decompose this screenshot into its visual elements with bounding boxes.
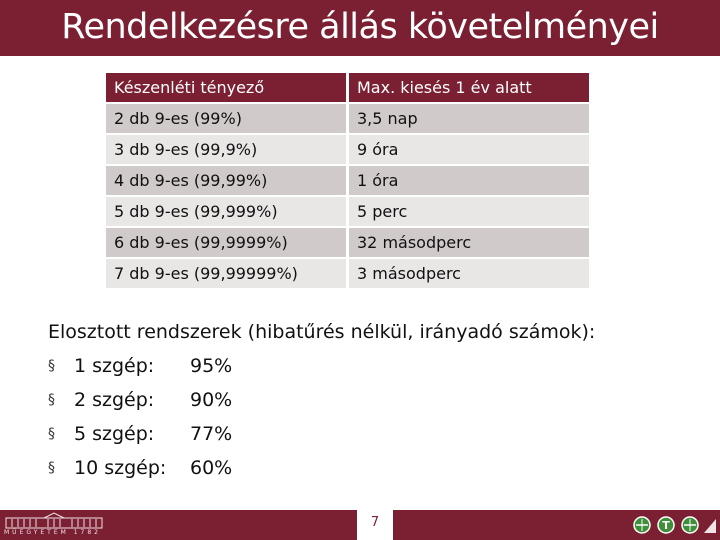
table-row xyxy=(106,135,589,166)
list-item xyxy=(48,383,595,417)
green-gear-icon xyxy=(634,517,650,533)
building-logo-icon xyxy=(4,512,104,530)
table-cell: 6 db 9-es (99,9999%) xyxy=(106,228,346,259)
list-item-label: 2 szgép: xyxy=(74,389,155,411)
bullet-icon: § xyxy=(48,392,55,408)
table-cell: 3 másodperc xyxy=(346,259,589,290)
list-item xyxy=(48,417,595,451)
list-item-label: 10 szgép: xyxy=(74,457,167,479)
slide-title: Rendelkezésre állás követelményei xyxy=(61,7,659,47)
list-item-label: 5 szgép: xyxy=(74,423,155,445)
page-number: 7 xyxy=(370,515,380,530)
footer-icons xyxy=(632,513,718,537)
list-item xyxy=(48,451,595,485)
list-item-value: 95% xyxy=(190,355,233,377)
table-cell: 3,5 nap xyxy=(346,104,589,135)
table-row xyxy=(106,166,589,197)
green-gear-icon xyxy=(682,517,698,533)
table-cell: 3 db 9-es (99,9%) xyxy=(106,135,346,166)
table-row xyxy=(106,197,589,228)
table-cell: 1 óra xyxy=(346,166,589,197)
bullet-icon: § xyxy=(48,358,55,374)
table-row xyxy=(106,104,589,135)
table-cell: 5 perc xyxy=(346,197,589,228)
availability-table xyxy=(106,73,589,290)
distributed-systems-section xyxy=(48,315,595,485)
list-item-value: 90% xyxy=(190,389,233,411)
table-cell: 9 óra xyxy=(346,135,589,166)
list-item-label: 1 szgép: xyxy=(74,355,155,377)
t-badge-icon xyxy=(658,517,674,533)
table-header: Készenléti tényező xyxy=(106,73,346,104)
table-cell: 2 db 9-es (99%) xyxy=(106,104,346,135)
list-item-value: 77% xyxy=(190,423,233,445)
table-cell: 4 db 9-es (99,99%) xyxy=(106,166,346,197)
list-item xyxy=(48,349,595,383)
table-header: Max. kiesés 1 év alatt xyxy=(346,73,589,104)
svg-text:T: T xyxy=(662,519,670,532)
section-heading: Elosztott rendszerek (hibatűrés nélkül, irányadó számok): xyxy=(48,321,596,343)
table-cell: 7 db 9-es (99,99999%) xyxy=(106,259,346,290)
table-header-row xyxy=(106,73,589,104)
bullet-icon: § xyxy=(48,426,55,442)
table-row xyxy=(106,259,589,290)
corner-arrow-icon xyxy=(704,519,716,533)
bullet-icon: § xyxy=(48,460,55,476)
logo-text: MŰEGYETEM 1782 xyxy=(4,529,101,536)
list-item-value: 60% xyxy=(190,457,233,479)
table-row xyxy=(106,228,589,259)
table-cell: 32 másodperc xyxy=(346,228,589,259)
table-cell: 5 db 9-es (99,999%) xyxy=(106,197,346,228)
